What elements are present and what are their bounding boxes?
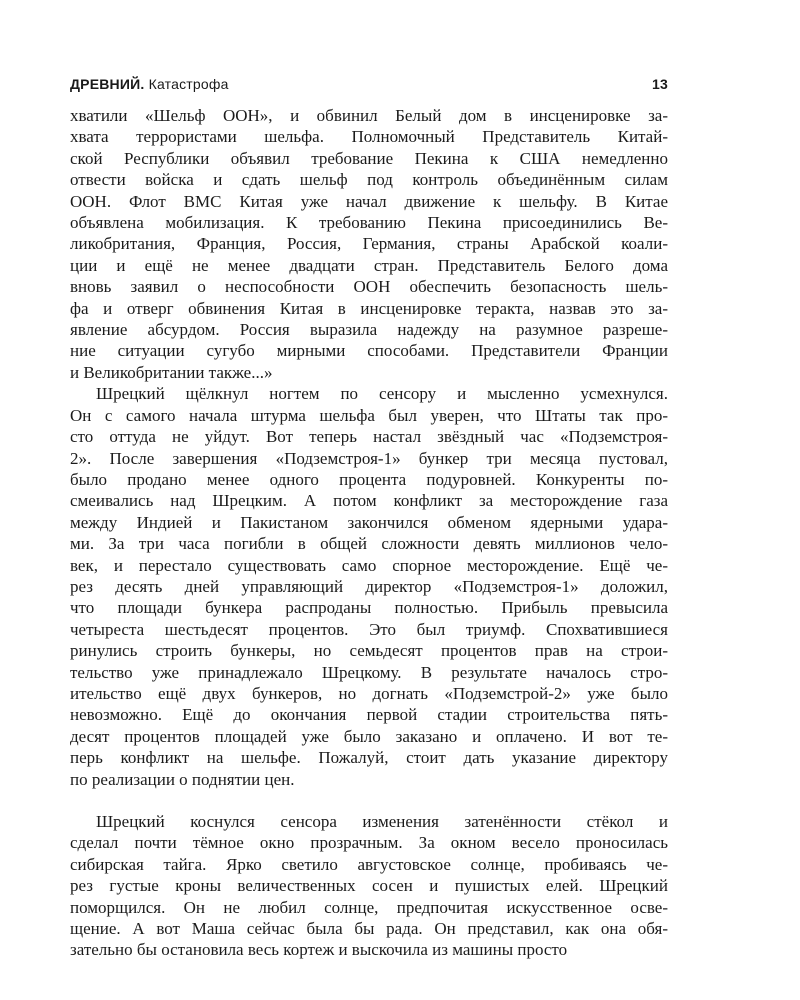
text-line: отвести войска и сдать шельф под контроль объединённым силам xyxy=(70,170,668,190)
text-line: ние ситуации сугубо мирными способами. Представители Франции xyxy=(70,341,668,361)
text-line: 2». После завершения «Подземстроя-1» бункер три месяца пустовал, xyxy=(70,448,668,468)
text-line: хватили «Шельф ООН», и обвинил Белый дом в инсценировке за- xyxy=(70,106,668,125)
text-line: Он с самого начала штурма шельфа был уверен, что Штаты так про- xyxy=(70,405,668,425)
text-line: смеивались над Шрецким. А потом конфликт за месторождение газа xyxy=(70,491,668,511)
text-line: Шрецкий коснулся сенсора изменения затенённости стёкол и xyxy=(96,812,668,831)
text-line: рез густые кроны величественных сосен и пушистых елей. Шрецкий xyxy=(70,876,668,896)
paragraph xyxy=(70,383,668,790)
text-line: рез десять дней управляющий директор «Подземстроя-1» доложил, xyxy=(70,576,668,596)
text-line: сделал почти тёмное окно прозрачным. За окном весело проносилась xyxy=(70,833,668,853)
text-line: поморщился. Он не любил солнце, предпочитая искусственное осве- xyxy=(70,897,668,917)
running-head-title xyxy=(70,76,229,92)
text-line: перь конфликт на шельфе. Пожалуй, стоит дать указание директору xyxy=(70,748,668,768)
text-line: между Индией и Пакистаном закончился обменом ядерными удара- xyxy=(70,512,668,532)
chapter-title: Катастрофа xyxy=(148,76,229,92)
text-line: ринулись строить бункеры, но семьдесят процентов прав на строи- xyxy=(70,641,668,661)
book-title: ДРЕВНИЙ. xyxy=(70,76,145,92)
text-line: сто оттуда не уйдут. Вот теперь настал звёздный час «Подземстроя- xyxy=(70,427,668,447)
text-line: ООН. Флот ВМС Китая уже начал движение к шельфу. В Китае xyxy=(70,191,668,211)
body-text xyxy=(70,105,668,961)
text-line: век, и перестало существовать само спорное месторождение. Ещё че- xyxy=(70,555,668,575)
page-number: 13 xyxy=(652,76,668,92)
text-line: объявлена мобилизация. К требованию Пекина присоединились Ве- xyxy=(70,213,668,233)
text-line: по реализации о поднятии цен. xyxy=(70,769,295,789)
text-line: ской Республики объявил требование Пекина к США немедленно xyxy=(70,148,668,168)
text-line: вновь заявил о неспособности ООН обеспечить безопасность шель- xyxy=(70,277,668,297)
text-line: ми. За три часа погибли в общей сложности девять миллионов чело- xyxy=(70,534,668,554)
text-line: и Великобритании также...» xyxy=(70,362,273,382)
text-line: хвата террористами шельфа. Полномочный Представитель Китай- xyxy=(70,127,668,147)
text-line: было продано менее одного процента подуровней. Конкуренты по- xyxy=(70,469,668,489)
text-line: явление абсурдом. Россия выразила надежду на разумное разреше- xyxy=(70,320,668,340)
text-line: что площади бункера распроданы полностью. Прибыль превысила xyxy=(70,598,668,618)
running-head xyxy=(70,76,668,98)
text-line: четыреста шестьдесят процентов. Это был триумф. Спохватившиеся xyxy=(70,619,668,639)
paragraph xyxy=(70,105,668,383)
text-line: ительство ещё двух бункеров, но догнать «Подземстрой-2» уже было xyxy=(70,683,668,703)
text-line: фа и отверг обвинения Китая в инсценировке теракта, назвав это за- xyxy=(70,298,668,318)
text-line: сибирская тайга. Ярко светило августовское солнце, пробиваясь че- xyxy=(70,854,668,874)
text-line: ликобритания, Франция, Россия, Германия, страны Арабской коали- xyxy=(70,234,668,254)
text-line: невозможно. Ещё до окончания первой стадии строительства пять- xyxy=(70,705,668,725)
text-line: щение. А вот Маша сейчас была бы рада. Он представил, как она обя- xyxy=(70,919,668,939)
text-line: ции и ещё не менее двадцати стран. Представитель Белого дома xyxy=(70,255,668,275)
paragraph xyxy=(70,811,668,961)
text-line: Шрецкий щёлкнул ногтем по сенсору и мысленно усмехнулся. xyxy=(96,384,668,404)
text-line: тельство уже принадлежало Шрецкому. В результате началось стро- xyxy=(70,662,668,682)
text-line: зательно бы остановила весь кортеж и выскочила из машины просто xyxy=(70,940,568,960)
paragraph-gap xyxy=(70,790,668,811)
text-line: десят процентов площадей уже было заказано и оплачено. И вот те- xyxy=(70,726,668,746)
